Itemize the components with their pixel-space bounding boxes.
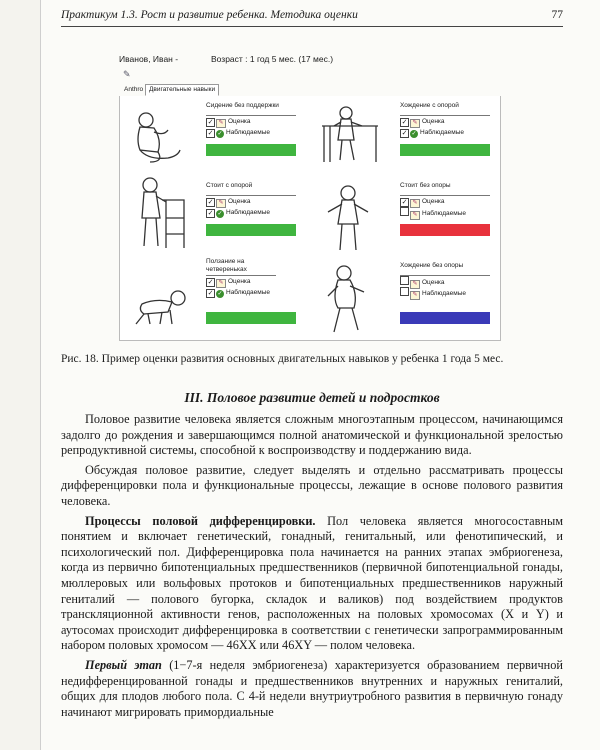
observed-row [206, 127, 296, 138]
edit-icon[interactable]: ✎ [410, 119, 420, 128]
assessment-checkbox[interactable]: ✓ [207, 119, 214, 126]
assessment-row [400, 276, 490, 287]
status-bar-green [206, 224, 296, 236]
standing-alone-baby-illustration [320, 184, 376, 254]
assessment-label: Оценка [228, 118, 251, 125]
assessment-checkbox[interactable]: ✓ [401, 199, 408, 206]
tab-motor-skills[interactable]: Двигательные навыки [145, 84, 219, 96]
observed-checkbox[interactable] [400, 287, 409, 296]
assessment-checkbox[interactable]: ✓ [207, 279, 214, 286]
motor-skills-figure [119, 50, 499, 340]
observed-checkbox[interactable]: ✓ [207, 210, 214, 217]
paragraph-lead: Первый этап [85, 657, 162, 672]
assessment-label: Оценка [422, 198, 445, 205]
assessment-label: Оценка [228, 198, 251, 205]
motor-skills-panel [119, 96, 501, 341]
observed-label: Наблюдаемые [420, 129, 465, 136]
observed-label: Наблюдаемые [226, 129, 271, 136]
check-circle-icon: ✓ [411, 131, 417, 137]
book-page [40, 0, 600, 750]
skill-walking-with-support [400, 102, 490, 156]
skill-title: Стоит с опорой [206, 182, 296, 196]
standing-with-support-baby-illustration [130, 176, 190, 252]
observed-row [400, 207, 490, 218]
sitting-baby-illustration [128, 110, 188, 166]
walking-baby-illustration [318, 264, 376, 336]
observed-row [400, 127, 490, 138]
check-circle-icon: ✓ [217, 131, 223, 137]
status-bar-red [400, 224, 490, 236]
skill-walking-without-support [400, 262, 490, 324]
observed-row [206, 207, 296, 218]
cruising-baby-illustration [316, 104, 386, 166]
edit-icon[interactable]: ✎ [410, 280, 420, 289]
status-bar-green [400, 144, 490, 156]
skill-standing-without-support [400, 182, 490, 236]
edit-icon[interactable]: ✎ [410, 199, 420, 208]
observed-label: Наблюдаемые [226, 209, 271, 216]
edit-icon[interactable]: ✎ [410, 211, 420, 220]
edit-icon[interactable]: ✎ [123, 69, 131, 79]
skill-sitting-without-support [206, 102, 296, 156]
paragraph-text: (1−7-я неделя эмбриогенеза) характеризуется образованием первичной недифференцированной гонады и предшественников внутренних и наружных гениталий, общих для плодов любого пола. С 4-й недели внутриутробного развития в первичную гонаду начинают мигрировать примордиальные [61, 657, 563, 719]
edit-icon[interactable]: ✎ [216, 279, 226, 288]
skill-standing-with-support [206, 182, 296, 236]
assessment-label: Оценка [422, 279, 445, 286]
running-head-title: Практикум 1.3. Рост и развитие ребенка. Методика оценки [61, 9, 358, 21]
paragraph [61, 514, 563, 654]
check-circle-icon: ✓ [217, 211, 223, 217]
observed-checkbox[interactable]: ✓ [401, 130, 408, 137]
observed-row [400, 287, 490, 298]
assessment-checkbox[interactable] [400, 276, 409, 285]
skill-title: Сидение без поддержки [206, 102, 296, 116]
assessment-label: Оценка [422, 118, 445, 125]
page-number: 77 [551, 9, 563, 21]
skill-title: Стоит без опоры [400, 182, 490, 196]
crawling-baby-illustration [128, 288, 192, 328]
running-head [61, 6, 563, 27]
section-title: III. Половое развитие детей и подростков [184, 390, 440, 405]
figure-header [119, 54, 334, 64]
paragraph [61, 658, 563, 720]
assessment-label: Оценка [228, 278, 251, 285]
skill-title: Хождение без опоры [400, 262, 490, 276]
status-bar-blue [400, 312, 490, 324]
observed-checkbox[interactable]: ✓ [207, 290, 214, 297]
edit-icon[interactable]: ✎ [216, 199, 226, 208]
edit-icon[interactable]: ✎ [410, 291, 420, 300]
observed-checkbox[interactable] [400, 207, 409, 216]
status-bar-green [206, 144, 296, 156]
figure-caption: Рис. 18. Пример оценки развития основных двигательных навыков у ребенка 1 года 5 мес. [61, 353, 504, 365]
status-bar-green [206, 312, 296, 324]
observed-label: Наблюдаемые [226, 289, 271, 296]
assessment-row [206, 116, 296, 127]
patient-name: Иванов, Иван - [119, 54, 179, 64]
paragraph: Половое развитие человека является сложным многоэтапным процессом, начинающимся задолго до рождения и завершающимся полной анатомической и функциональной зрелостью репродуктивной системы, способной к воспроизводству и поддержанию вида. [61, 412, 563, 458]
skill-title: Хождение с опорой [400, 102, 490, 116]
assessment-row [400, 196, 490, 207]
observed-label: Наблюдаемые [422, 210, 467, 217]
observed-label: Наблюдаемые [422, 290, 467, 297]
patient-age: Возраст : 1 год 5 мес. (17 мес.) [211, 54, 334, 64]
observed-row [206, 287, 296, 298]
assessment-row [206, 276, 296, 287]
paragraph: Обсуждая половое развитие, следует выделять и отдельно рассматривать процессы дифференцировки пола и функциональные процессы, лежащие в основе полового развития человека. [61, 462, 563, 508]
paragraph-text: Пол человека является многосоставным понятием и включает генетический, гонадный, генитальный, или фенотипический, и психологический пол. Дифференцировка пола начинается на ранних этапах эмбриогенеза, когда из первично бипотенциальных предшественников (первичной бипотенциальной гонады, мюллеровых или вольфовых протоков и бипотенциальных предшественников наружный гениталий — полового бугорка, складок и валиков) под воздействием продуктов транскляционной активности генов, расположенных на половых хромосомах (X и Y) и аутосомах происходит дифференцировка в соответствии с генетически запрограммированным набором половых хромосом — 46XX или 46XY — полом человека. [61, 513, 563, 653]
body-text [61, 412, 563, 724]
assessment-checkbox[interactable]: ✓ [401, 119, 408, 126]
skill-title: Ползание на четвереньках [206, 258, 276, 276]
edit-icon[interactable]: ✎ [216, 119, 226, 128]
check-circle-icon: ✓ [217, 291, 223, 297]
tab-anthro[interactable]: Anthro [124, 86, 144, 93]
assessment-row [206, 196, 296, 207]
assessment-row [400, 116, 490, 127]
assessment-checkbox[interactable]: ✓ [207, 199, 214, 206]
skill-crawling [206, 258, 296, 324]
paragraph-lead: Процессы половой дифференцировки. [85, 513, 316, 528]
observed-checkbox[interactable]: ✓ [207, 130, 214, 137]
